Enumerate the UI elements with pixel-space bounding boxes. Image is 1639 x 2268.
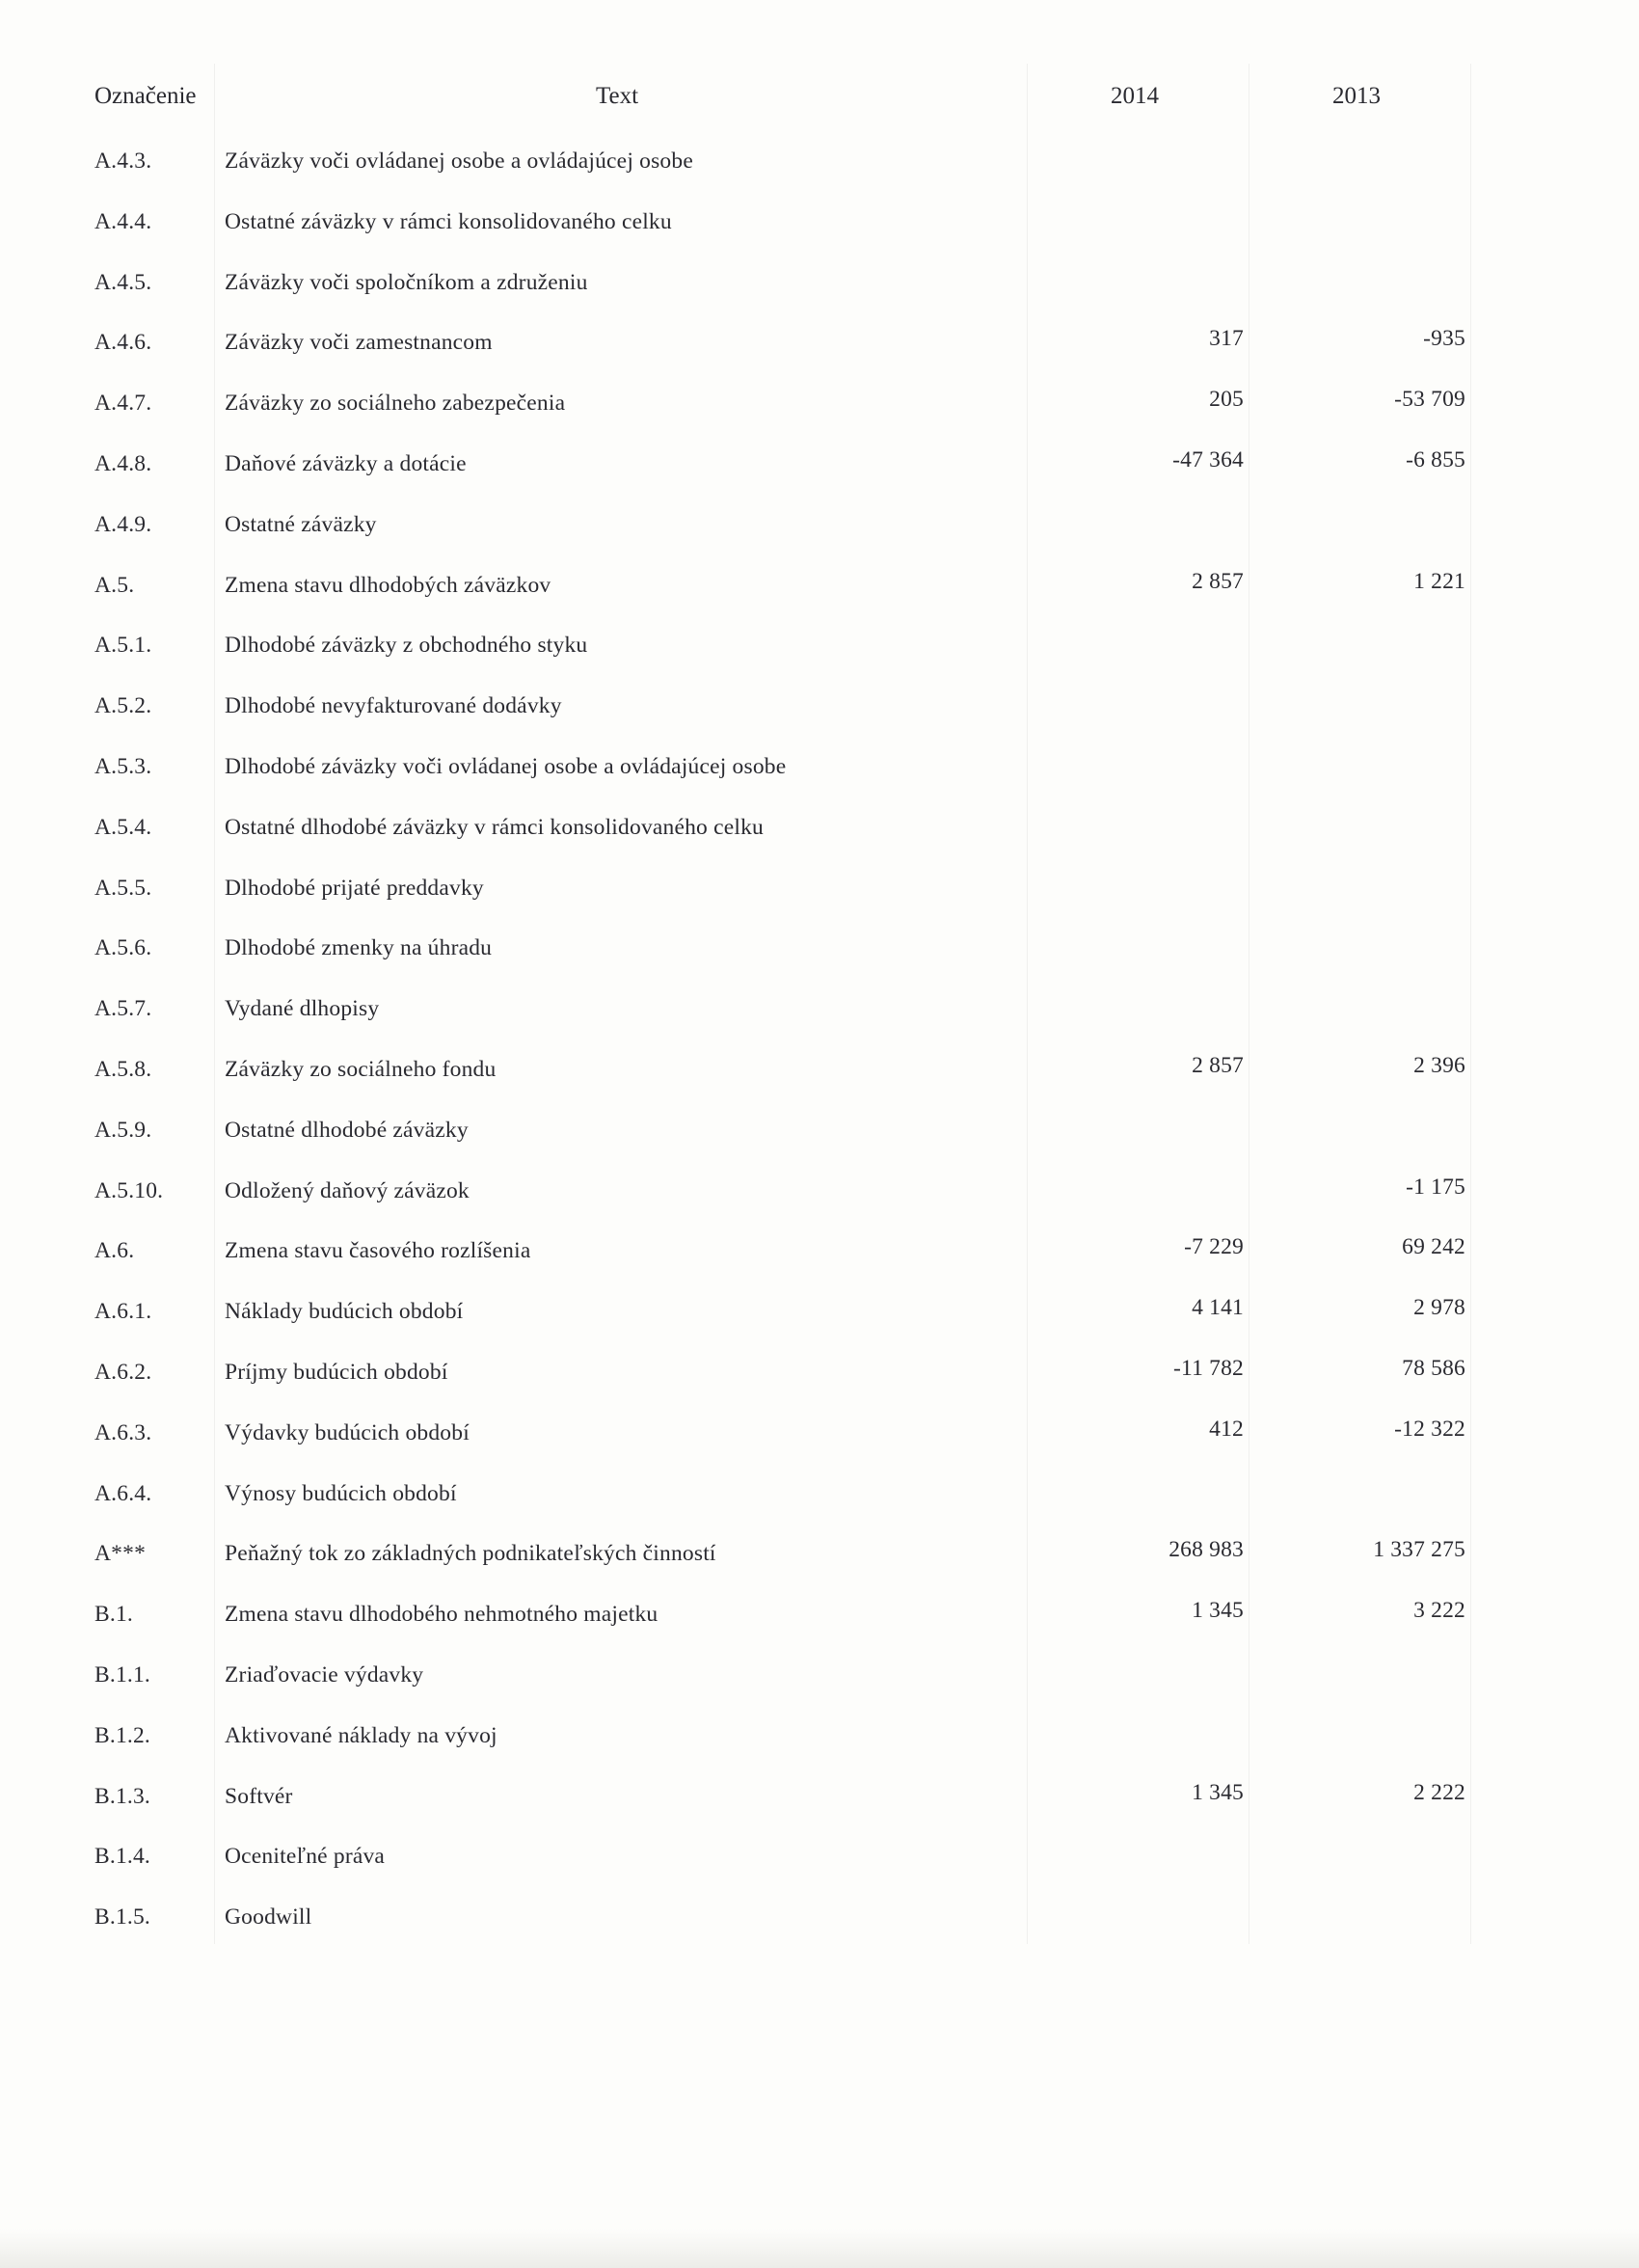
table-row bbox=[0, 748, 1639, 809]
row-code: A.4.5. bbox=[94, 269, 152, 295]
row-text: Zmena stavu časového rozlíšenia bbox=[225, 1238, 531, 1264]
row-code: A.6.2. bbox=[94, 1359, 152, 1385]
row-code: A.6.1. bbox=[94, 1299, 152, 1325]
row-code: A.4.3. bbox=[94, 148, 152, 174]
row-value-2013: -1 175 bbox=[1406, 1174, 1465, 1200]
row-code: B.1.2. bbox=[94, 1722, 150, 1748]
table-row bbox=[0, 1778, 1639, 1839]
row-code: A.5.6. bbox=[94, 935, 152, 961]
row-text: Záväzky voči zamestnancom bbox=[225, 330, 493, 356]
row-code: A.5.8. bbox=[94, 1056, 152, 1082]
table-row bbox=[0, 930, 1639, 990]
row-code: A.4.8. bbox=[94, 450, 152, 476]
table-header bbox=[0, 83, 1639, 122]
table-row bbox=[0, 990, 1639, 1051]
table-row bbox=[0, 1051, 1639, 1112]
table-row bbox=[0, 1173, 1639, 1233]
row-value-2013: 1 221 bbox=[1413, 568, 1465, 594]
row-text: Ostatné záväzky v rámci konsolidovaného celku bbox=[225, 208, 672, 234]
row-text: Záväzky voči spoločníkom a združeniu bbox=[225, 269, 588, 295]
row-code: A.5.4. bbox=[94, 814, 152, 840]
row-text: Ostatné dlhodobé záväzky bbox=[225, 1117, 469, 1143]
table-row bbox=[0, 264, 1639, 325]
row-code: A.4.7. bbox=[94, 391, 152, 417]
table-row bbox=[0, 203, 1639, 264]
scan-edge bbox=[0, 2229, 1639, 2268]
row-text: Výdavky budúcich období bbox=[225, 1419, 470, 1445]
row-code: B.1.3. bbox=[94, 1783, 150, 1809]
row-text: Príjmy budúcich období bbox=[225, 1359, 448, 1385]
row-value-2014: 2 857 bbox=[1192, 568, 1244, 594]
row-value-2014: 1 345 bbox=[1192, 1598, 1244, 1624]
row-value-2013: 2 978 bbox=[1413, 1295, 1465, 1321]
table-row bbox=[0, 446, 1639, 506]
header-code: Označenie bbox=[94, 83, 197, 109]
row-code: A.5.1. bbox=[94, 633, 152, 659]
row-value-2014: -47 364 bbox=[1172, 446, 1244, 472]
row-value-2013: -6 855 bbox=[1406, 446, 1465, 472]
row-text: Aktivované náklady na vývoj bbox=[225, 1722, 497, 1748]
row-value-2013: -12 322 bbox=[1394, 1416, 1465, 1442]
row-text: Záväzky voči ovládanej osobe a ovládajúcej osobe bbox=[225, 148, 693, 174]
row-value-2013: 78 586 bbox=[1402, 1355, 1465, 1381]
table-row bbox=[0, 506, 1639, 567]
row-text: Goodwill bbox=[225, 1904, 312, 1930]
row-text: Zmena stavu dlhodobého nehmotného majetku bbox=[225, 1602, 658, 1628]
table-row bbox=[0, 809, 1639, 870]
table-row bbox=[0, 1717, 1639, 1778]
table-row bbox=[0, 385, 1639, 446]
row-text: Náklady budúcich období bbox=[225, 1299, 464, 1325]
row-value-2013: 69 242 bbox=[1402, 1234, 1465, 1260]
row-value-2013: 2 222 bbox=[1413, 1779, 1465, 1805]
table-row bbox=[0, 870, 1639, 931]
row-value-2013: 1 337 275 bbox=[1373, 1537, 1465, 1563]
row-code: A.5.5. bbox=[94, 875, 152, 901]
table-row bbox=[0, 1838, 1639, 1899]
row-text: Výnosy budúcich období bbox=[225, 1480, 457, 1506]
table-row bbox=[0, 1112, 1639, 1173]
row-text: Dlhodobé prijaté preddavky bbox=[225, 875, 484, 901]
row-value-2014: 205 bbox=[1209, 387, 1244, 413]
row-text: Odložený daňový záväzok bbox=[225, 1177, 470, 1203]
header-year-2014: 2014 bbox=[1111, 83, 1159, 109]
table-row bbox=[0, 324, 1639, 385]
row-text: Ostatné dlhodobé záväzky v rámci konsolidovaného celku bbox=[225, 814, 764, 840]
row-text: Daňové záväzky a dotácie bbox=[225, 450, 467, 476]
row-text: Dlhodobé nevyfakturované dodávky bbox=[225, 693, 562, 719]
row-code: A.4.6. bbox=[94, 330, 152, 356]
row-value-2013: 3 222 bbox=[1413, 1598, 1465, 1624]
table-row bbox=[0, 1535, 1639, 1596]
table-row bbox=[0, 1899, 1639, 1959]
row-code: A*** bbox=[94, 1541, 147, 1567]
row-text: Záväzky zo sociálneho fondu bbox=[225, 1056, 497, 1082]
row-value-2013: -935 bbox=[1423, 326, 1465, 352]
table-row bbox=[0, 1232, 1639, 1293]
row-code: B.1.1. bbox=[94, 1661, 150, 1688]
row-code: A.6.3. bbox=[94, 1419, 152, 1445]
row-value-2014: 317 bbox=[1209, 326, 1244, 352]
table-row bbox=[0, 688, 1639, 748]
header-year-2013: 2013 bbox=[1332, 83, 1381, 109]
row-code: A.5.7. bbox=[94, 996, 152, 1022]
row-value-2013: 2 396 bbox=[1413, 1052, 1465, 1078]
row-code: A.5.10. bbox=[94, 1177, 164, 1203]
row-text: Dlhodobé záväzky z obchodného styku bbox=[225, 633, 588, 659]
table-row bbox=[0, 1475, 1639, 1536]
table-row bbox=[0, 1354, 1639, 1415]
row-code: A.6. bbox=[94, 1238, 135, 1264]
row-value-2013: -53 709 bbox=[1394, 387, 1465, 413]
row-value-2014: -7 229 bbox=[1184, 1234, 1244, 1260]
table-row bbox=[0, 143, 1639, 203]
row-value-2014: 1 345 bbox=[1192, 1779, 1244, 1805]
row-code: B.1. bbox=[94, 1602, 133, 1628]
row-value-2014: 412 bbox=[1209, 1416, 1244, 1442]
table-body bbox=[0, 143, 1639, 1959]
table-row bbox=[0, 1415, 1639, 1475]
row-text: Ostatné záväzky bbox=[225, 511, 377, 537]
row-code: B.1.5. bbox=[94, 1904, 150, 1930]
row-text: Záväzky zo sociálneho zabezpečenia bbox=[225, 391, 566, 417]
row-code: A.5.2. bbox=[94, 693, 152, 719]
row-text: Peňažný tok zo základných podnikateľských činností bbox=[225, 1541, 716, 1567]
header-text: Text bbox=[596, 83, 639, 109]
row-code: A.4.4. bbox=[94, 208, 152, 234]
row-code: A.5.3. bbox=[94, 753, 152, 779]
table-row bbox=[0, 1596, 1639, 1657]
row-text: Dlhodobé záväzky voči ovládanej osobe a ovládajúcej osobe bbox=[225, 753, 787, 779]
table-row bbox=[0, 1657, 1639, 1717]
row-value-2014: 4 141 bbox=[1192, 1295, 1244, 1321]
table-row bbox=[0, 1293, 1639, 1354]
row-text: Softvér bbox=[225, 1783, 293, 1809]
row-code: A.5. bbox=[94, 572, 135, 598]
row-text: Oceniteľné práva bbox=[225, 1844, 386, 1870]
row-text: Vydané dlhopisy bbox=[225, 996, 380, 1022]
row-text: Zriaďovacie výdavky bbox=[225, 1661, 424, 1688]
table-row bbox=[0, 567, 1639, 628]
row-code: A.4.9. bbox=[94, 511, 152, 537]
row-value-2014: 2 857 bbox=[1192, 1052, 1244, 1078]
row-code: B.1.4. bbox=[94, 1844, 150, 1870]
row-value-2014: 268 983 bbox=[1169, 1537, 1244, 1563]
table-row bbox=[0, 627, 1639, 688]
row-code: A.5.9. bbox=[94, 1117, 152, 1143]
row-value-2014: -11 782 bbox=[1173, 1355, 1244, 1381]
row-code: A.6.4. bbox=[94, 1480, 152, 1506]
row-text: Zmena stavu dlhodobých záväzkov bbox=[225, 572, 551, 598]
row-text: Dlhodobé zmenky na úhradu bbox=[225, 935, 493, 961]
